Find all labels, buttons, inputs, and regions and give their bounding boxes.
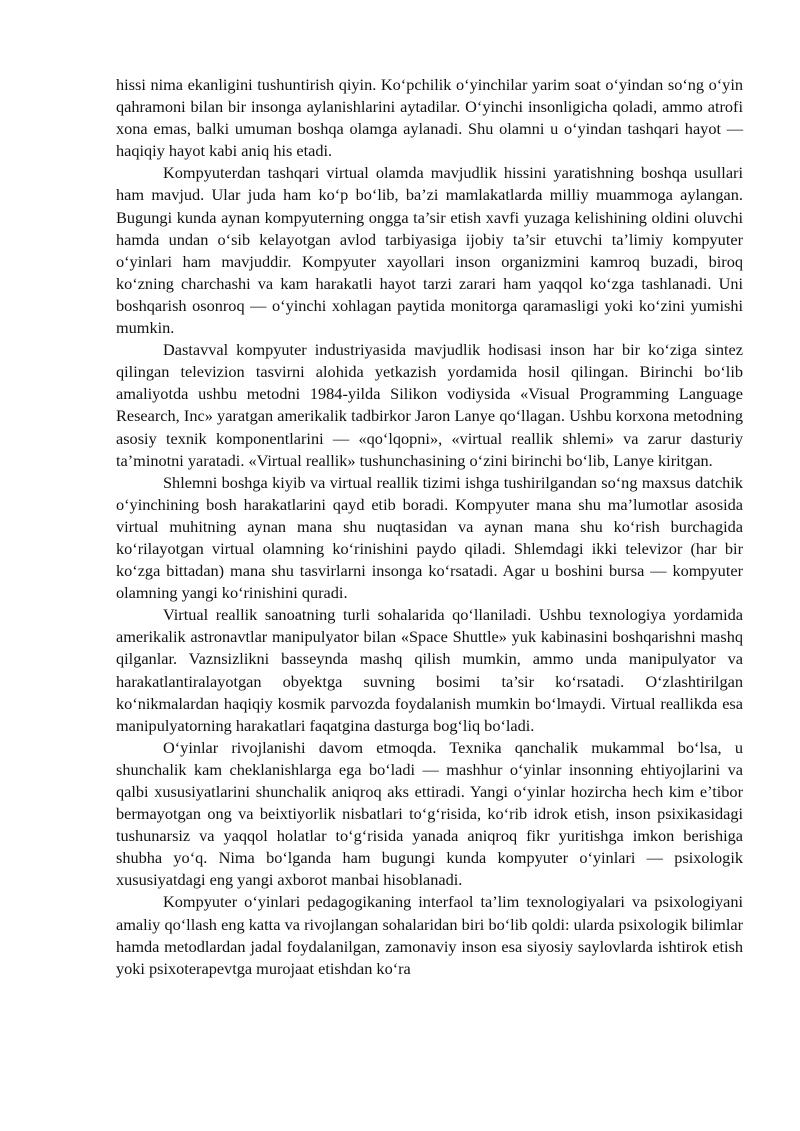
document-page	[116, 74, 743, 980]
paragraph: O‘yinlar rivojlanishi davom etmoqda. Texnika qanchalik mukammal bo‘lsa, u shunchalik kam cheklanishlarga ega bo‘ladi — mashhur o‘yinlar insonning ehtiyojlarini va qalbi xususiyatlarini shunchalik aniqroq aks ettiradi. Yangi o‘yinlar hozircha hech kim e’tibor bermayotgan ong va beixtiyorlik nisbatlari to‘g‘risida, ko‘rib idrok etish, inson psixikasidagi tushunarsiz va yaqqol holatlar to‘g‘risida yanada aniqroq fikr yuritishga imkon berishiga shubha yo‘q. Nima bo‘lganda ham bugungi kunda kompyuter o‘yinlari — psixologik xususiyatdagi eng yangi axborot manbai hisoblanadi.	[116, 737, 743, 890]
paragraph: Virtual reallik sanoatning turli sohalarida qo‘llaniladi. Ushbu texnologiya yordamida amerikalik astronavtlar manipulyator bilan «Space Shuttle» yuk kabinasini boshqarishni mashq qilganlar. Vaznsizlikni basseynda mashq qilish mumkin, ammo unda manipulyator va harakatlantiralayotgan obyektga suvning bosimi ta’sir ko‘rsatadi. O‘zlashtirilgan ko‘nikmalardan haqiqiy kosmik parvozda foydalanish mumkin bo‘lmaydi. Virtual reallikda esa manipulyatorning harakatlari faqatgina dasturga bog‘liq bo‘ladi.	[116, 605, 743, 735]
paragraph: Kompyuter o‘yinlari pedagogikaning interfaol ta’lim texnologiyalari va psixologiyani amaliy qo‘llash eng katta va rivojlangan sohalaridan biri bo‘lib qoldi: ularda psixologik bilimlar hamda metodlardan jadal foydalanilgan, zamonaviy inson esa siyosiy saylovlarda ishtirok etish yoki psixoterapevtga murojaat etishdan ko‘ra	[116, 892, 743, 978]
paragraph-continuation: hissi nima ekanligini tushuntirish qiyin. Ko‘pchilik o‘yinchilar yarim soat o‘yindan so‘ng o‘yin qahramoni bilan bir insonga aylanishlarini aytadilar. O‘yinchi insonligicha qoladi, ammo atrofi xona emas, balki umuman boshqa olamga aylanadi. Shu olamni u o‘yindan tashqari hayot — haqiqiy hayot kabi aniq his etadi.	[116, 75, 743, 161]
paragraph: Shlemni boshga kiyib va virtual reallik tizimi ishga tushirilgandan so‘ng maxsus datchik o‘yinchining bosh harakatlarini qayd etib boradi. Kompyuter mana shu ma’lumotlar asosida virtual muhitning aynan mana shu nuqtasidan va aynan mana shu ko‘rish burchagida ko‘rilayotgan virtual olamning ko‘rinishini paydo qiladi. Shlemdagi ikki televizor (har bir ko‘zga bittadan) mana shu tasvirlarni insonga ko‘rsatadi. Agar u boshini bursa — kompyuter olamning yangi ko‘rinishini quradi.	[116, 472, 743, 603]
paragraph: Kompyuterdan tashqari virtual olamda mavjudlik hissini yaratishning boshqa usullari ham mavjud. Ular juda ham ko‘p bo‘lib, ba’zi mamlakatlarda milliy muammoga aylangan. Bugungi kunda aynan kompyuterning ongga ta’sir etish xavfi yuzaga kelishining oldini oluvchi hamda undan o‘sib kelayotgan avlod tarbiyasiga ijobiy ta’sir etuvchi ta’limiy kompyuter o‘yinlari ham mavjuddir. Kompyuter xayollari inson organizmini kamroq buzadi, biroq ko‘zning charchashi va kam harakatli hayot tarzi zarari ham yaqqol ko‘zga tashlanadi. Uni boshqarish osonroq — o‘yinchi xohlagan paytida monitorga qaramasligi yoki ko‘zini yumishi mumkin.	[116, 163, 743, 338]
paragraph: Dastavval kompyuter industriyasida mavjudlik hodisasi inson har bir ko‘ziga sintez qilingan televizion tasvirni alohida yetkazish yordamida hosil qilingan. Birinchi bo‘lib amaliyotda ushbu metodni 1984-yilda Silikon vodiysida «Visual Programming Language Research, Inc» yaratgan amerikalik tadbirkor Jaron Lanye qo‘llagan. Ushbu korxona metodning asosiy texnik komponentlarini — «qo‘lqopni», «virtual reallik shlemi» va zarur dasturiy ta’minotni yaratadi. «Virtual reallik» tushunchasining o‘zini birinchi bo‘lib, Lanye kiritgan.	[116, 340, 743, 470]
